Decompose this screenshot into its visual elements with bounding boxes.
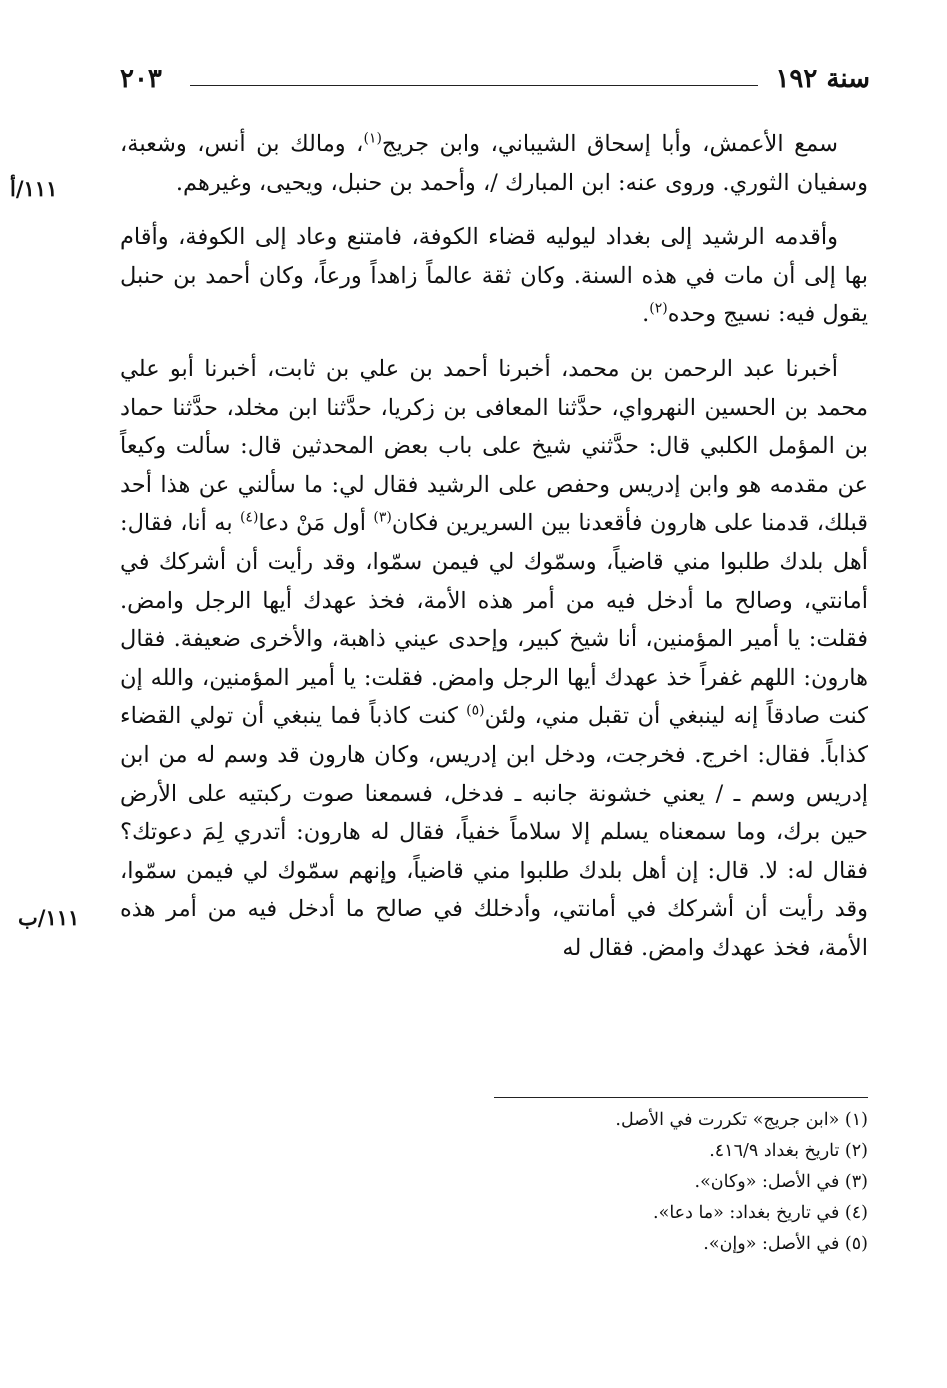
paragraph-1: سمع الأعمش، وأبا إسحاق الشيباني، وابن جريج$^{(١)}$، ومالك بن أنس، وشعبة، وسفيان الثوري. وروى عنه: ابن المبارك /، وأحمد بن حنبل، ويحيى، وغيرهم.: [120, 130, 868, 196]
footnote-ref[interactable]: (٤): [239, 509, 259, 526]
header-year: سنة ١٩٢: [775, 64, 870, 94]
main-text: [120, 125, 868, 967]
footnote-ref[interactable]: (٢): [649, 300, 668, 317]
paragraph-2: وأقدمه الرشيد إلى بغداد ليوليه قضاء الكوفة، فامتنع وعاد إلى الكوفة، وأقام بها إلى أن مات في هذه السنة. وكان ثقة عالماً زاهداً ورعاً، وكان أحمد بن حنبل يقول فيه: نسيج وحده$^{(٢)}$.: [120, 224, 868, 328]
footnote: (٣) في الأصل: «وكان».: [694, 1172, 868, 1192]
footnote-ref[interactable]: (٥): [466, 702, 485, 719]
footnote: (١) «ابن جريج» تكررت في الأصل.: [615, 1110, 868, 1130]
paragraph-3: أخبرنا عبد الرحمن بن محمد، أخبرنا أحمد بن علي بن ثابت، أخبرنا أبو علي محمد بن الحسين النهرواي، حدَّثنا المعافى بن زكريا، حدَّثنا ابن مخلد، حدَّثنا حماد بن المؤمل الكلبي قال: حدَّثني شيخ على باب بعض المحدثين قال: سألت وكيعاً عن مقدمه هو وابن إدريس وحفص على الرشيد فقال لي: ما سألني عن هذا أحد قبلك، قدمنا على هارون فأقعدنا بين السريرين فكان$^{(٣)}$ أول مَنْ دعا$^{(٤)}$ به أنا، فقال: أهل بلدك طلبوا مني قاضياً، وسمّوك لي فيمن سمّوا، وقد رأيت أن أشركك في أمانتي، وصالح ما أدخل فيه من أمر هذه الأمة، فخذ عهدك أيها الرجل وامض. فقلت: يا أمير المؤمنين، أنا شيخ كبير، وإحدى عيني ذاهبة، والأخرى ضعيفة. فقال هارون: اللهم غفراً خذ عهدك أيها الرجل وامض. فقلت: يا أمير المؤمنين، والله إن كنت صادقاً إنه لينبغي أن تقبل مني، ولئن$^{(٥)}$ كنت كاذباً فما ينبغي أن تولي القضاء كذاباً. فقال: اخرج. فخرجت، ودخل ابن إدريس، وكان هارون قد وسم له من ابن إدريس وسم ـ / يعني خشونة جانبه ـ فدخل، فسمعنا صوت ركبتيه على الأرض حين برك، وما سمعناه يسلم إلا سلاماً خفياً، فقال له هارون: أتدري لِمَ دعوتك؟ فقال له: لا. قال: إن أهل بلدك طلبوا مني قاضياً، وإنهم سمّوك لي فيمن سمّوا، وقد رأيت أن أشركك في أمانتي، وأدخلك في صالح ما أدخل فيه من أمر هذه الأمة، فخذ عهدك وامض. فقال له: [120, 355, 869, 961]
footnote-separator: [494, 1097, 868, 1098]
footnote: (٤) في تاريخ بغداد: «ما دعا».: [653, 1203, 868, 1223]
page-number: ٢٠٣: [120, 64, 162, 94]
footnote-ref[interactable]: (٣): [373, 509, 392, 526]
footnote: (٥) في الأصل: «وإن».: [703, 1234, 868, 1254]
margin-folio-note: ١١١/ب: [18, 905, 80, 930]
footnotes: [120, 1105, 868, 1260]
margin-folio-note: ١١١/أ: [10, 176, 58, 201]
footnote-ref[interactable]: (١): [363, 130, 382, 147]
running-header: [120, 62, 870, 102]
header-rule: [190, 85, 758, 86]
footnote: (٢) تاريخ بغداد ٤١٦/٩.: [709, 1141, 868, 1161]
